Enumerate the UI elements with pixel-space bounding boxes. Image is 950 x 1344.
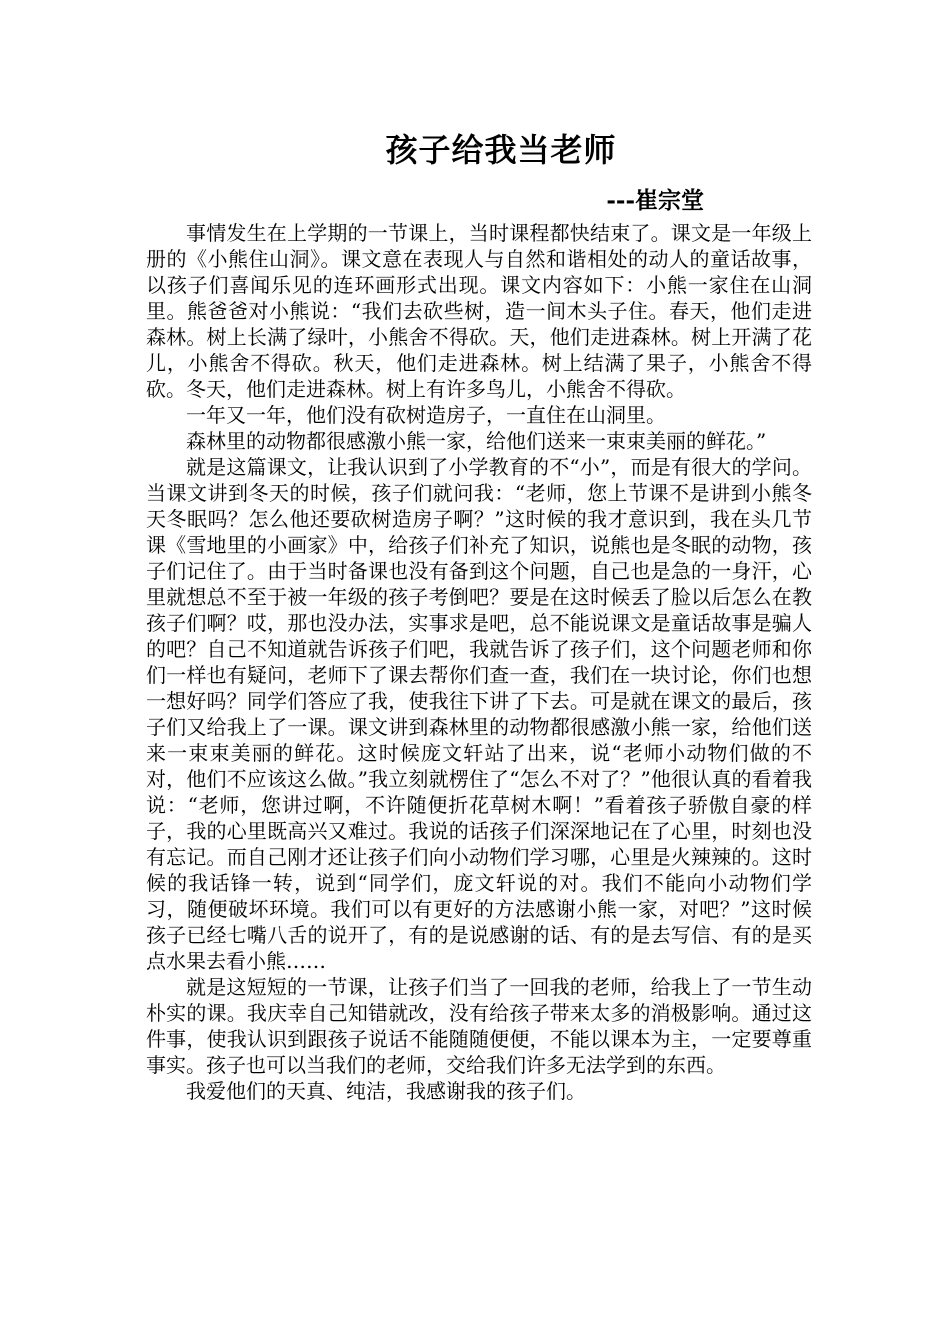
body-paragraph: 就是这短短的一节课，让孩子们当了一回我的老师，给我上了一节生动朴实的课。我庆幸自己知错就改，没有给孩子带来太多的消极影响。通过这件事，使我认识到跟孩子说话不能随随便便，不能以课本为主，一定要尊重事实。孩子也可以当我们的老师，交给我们许多无法学到的东西。 (146, 975, 812, 1077)
body-paragraph: 就是这篇课文，让我认识到了小学教育的不“小”，而是有很大的学问。当课文讲到冬天的时候，孩子们就问我：“老师，您上节课不是讲到小熊冬天冬眠吗？怎么他还要砍树造房子啊？”这时候的我才意识到，我在头几节课《雪地里的小画家》中，给孩子们补充了知识，说熊也是冬眠的动物，孩子们记住了。由于当时备课也没有备到这个问题，自己也是急的一身汗，心里就想总不至于被一年级的孩子考倒吧？要是在这时候丢了脸以后怎么在教孩子们啊？哎，那也没办法，实事求是吧，总不能说课文是童话故事是骗人的吧？自己不知道就告诉孩子们吧，我就告诉了孩子们，这个问题老师和你们一样也有疑问，老师下了课去帮你们查一查，我们在一块讨论，你们也想一想好吗？同学们答应了我，使我往下讲了下去。可是就在课文的最后，孩子们又给我上了一课。课文讲到森林里的动物都很感激小熊一家，给他们送来一束束美丽的鲜花。这时候庞文轩站了出来，说“老师小动物们做的不对，他们不应该这么做。”我立刻就楞住了“怎么不对了？”他很认真的看着我说：“老师，您讲过啊，不许随便折花草树木啊！”看着孩子骄傲自豪的样子，我的心里既高兴又难过。我说的话孩子们深深地记在了心里，时刻也没有忘记。而自己刚才还让孩子们向小动物们学习哪，心里是火辣辣的。这时候的我话锋一转，说到“同学们，庞文轩说的对。我们不能向小动物们学习，随便破坏环境。我们可以有更好的方法感谢小熊一家，对吧？”这时候孩子已经七嘴八舌的说开了，有的是说感谢的话、有的是去写信、有的是买点水果去看小熊…… (146, 455, 812, 973)
document-author: ---崔宗堂 (606, 187, 704, 214)
document-body (146, 220, 812, 1104)
body-paragraph: 我爱他们的天真、纯洁，我感谢我的孩子们。 (186, 1079, 586, 1103)
document-title: 孩子给我当老师 (385, 131, 617, 169)
body-paragraph: 森林里的动物都很感激小熊一家，给他们送来一束束美丽的鲜花。” (186, 429, 767, 453)
body-paragraph: 一年又一年，他们没有砍树造房子，一直住在山洞里。 (186, 403, 666, 427)
body-paragraph: 事情发生在上学期的一节课上，当时课程都快结束了。课文是一年级上册的《小熊住山洞》。课文意在表现人与自然和谐相处的动人的童话故事，以孩子们喜闻乐见的连环画形式出现。课文内容如下：小熊一家住在山洞里。熊爸爸对小熊说：“我们去砍些树，造一间木头子住。春天，他们走进森林。树上长满了绿叶，小熊舍不得砍。天，他们走进森林。树上开满了花儿，小熊舍不得砍。秋天，他们走进森林。树上结满了果子，小熊舍不得砍。冬天，他们走进森林。树上有许多鸟儿，小熊舍不得砍。 (146, 221, 812, 401)
